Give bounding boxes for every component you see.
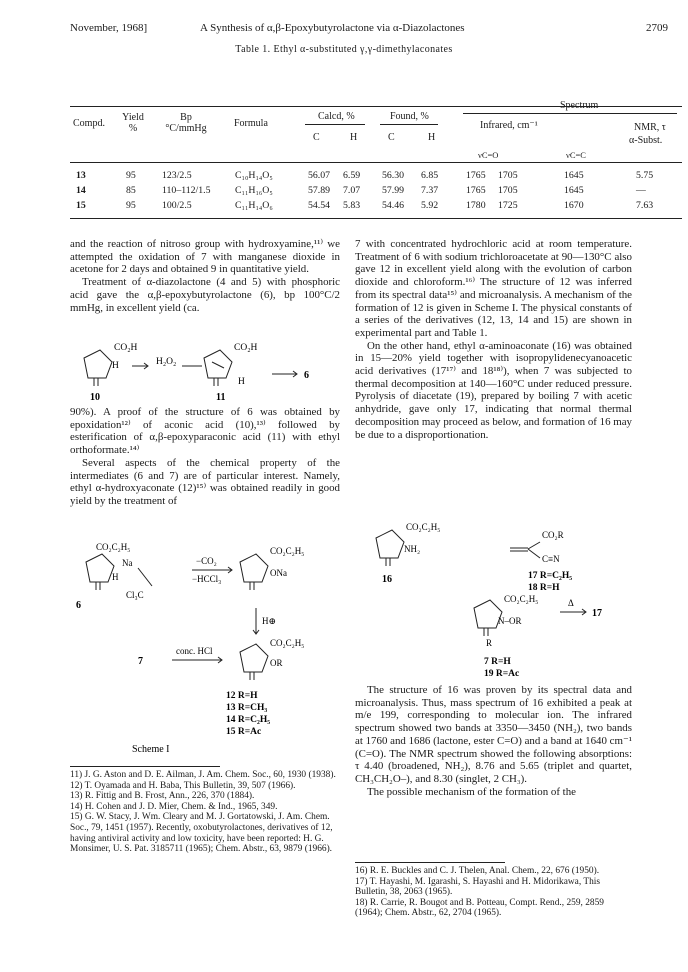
s7-r: R xyxy=(486,638,493,648)
reference: 11) J. G. Aston and D. E. Ailman, J. Am. Chem. Soc., 60, 1930 (1938). xyxy=(70,770,336,780)
schemeI-ona: ONa xyxy=(270,568,287,578)
table-cell-found-h: 7.37 xyxy=(421,185,439,196)
schemeI-hplus: H⊕ xyxy=(262,616,277,626)
th-compd: Compd. xyxy=(73,118,105,129)
scheme-aconic-epoxidation xyxy=(72,336,342,402)
paragraph: and the reaction of nitroso group with hydroxyamine,¹¹⁾ we attempted the oxidation of 7 with manganese dioxide in acetone for 2 days and obtained 9 in quantitative yield. xyxy=(70,238,340,276)
reference: 16) R. E. Buckles and C. J. Thelen, Anal. Chem., 22, 676 (1950). xyxy=(355,866,600,876)
table-cell-compd: 14 xyxy=(76,185,86,196)
th-found-h: H xyxy=(428,132,436,143)
table-header-rule xyxy=(70,162,682,163)
th-calcd: Calcd, % xyxy=(318,111,355,122)
schemeI-r-14: 14 R=C₂H₅ xyxy=(226,715,271,725)
table-cell-calc-h: 5.83 xyxy=(343,200,361,211)
table-cell-compd: 15 xyxy=(76,200,86,211)
table-cell-formula: C₁₀H₁₄O₅ xyxy=(235,170,273,181)
table-cell-calc-h: 6.59 xyxy=(343,170,361,181)
compound-19-label: 19 R=Ac xyxy=(484,669,520,679)
scheme-I xyxy=(72,540,342,758)
table-cell-yield: 85 xyxy=(126,185,136,196)
th-vcc: νC=C xyxy=(566,150,586,160)
schemeI-r-13: 13 R=CH₃ xyxy=(226,703,268,713)
table-cell-vcc: 1645 xyxy=(564,170,584,181)
th-formula: Formula xyxy=(234,118,268,129)
heat-delta: Δ xyxy=(568,598,574,608)
th-alpha-subst: α-Subst. xyxy=(629,135,663,146)
running-title: A Synthesis of α,β-Epoxybutyrolactone via α-Diazolactones xyxy=(200,22,465,34)
table-cell-formula: C₁₁H₁₆O₅ xyxy=(235,185,273,196)
reference: 17) T. Hayashi, M. Igarashi, S. Hayashi and H. Midorikawa, This Bulletin, 38, 2063 (1965). xyxy=(355,876,601,898)
table-cell-calc-c: 54.54 xyxy=(308,200,331,211)
table-row xyxy=(70,200,682,214)
th-spectrum: Spectrum xyxy=(560,100,599,111)
compound-11-label: 11 xyxy=(216,392,226,402)
table-cell-found-c: 54.46 xyxy=(382,200,405,211)
paragraph: 90%). A proof of the structure of 6 was obtained by epoxidation¹²⁾ of aconic acid (10),¹³⁾ followed by esterification of α,β-epoxyparaconic acid (11) with ethyl orthoformate.¹⁴⁾ xyxy=(70,406,340,457)
running-date: November, 1968] xyxy=(70,22,148,34)
s7-n-or: N–OR xyxy=(498,616,522,626)
scheme-thermal-decomposition xyxy=(356,520,636,680)
table-cell-bp: 100/2.5 xyxy=(162,200,192,211)
compound-7-label: 7 R=H xyxy=(484,657,511,667)
th-calcd-c: C xyxy=(313,132,320,143)
compound-10-label: 10 xyxy=(90,392,100,402)
table-cell-vco2: 1725 xyxy=(498,200,518,211)
schemeI-conc-hcl: conc. HCl xyxy=(176,646,213,656)
th-vco: νC=O xyxy=(478,150,499,160)
table-cell-formula: C₁₁H₁₄O₆ xyxy=(235,200,273,211)
reagent-h2o2: H₂O₂ xyxy=(156,357,177,367)
s17-co2r: CO₂R xyxy=(542,530,564,540)
schemeI-caption: Scheme I xyxy=(132,744,170,755)
schemeI-product-ester: CO₂C₂H₅ xyxy=(270,546,305,556)
schemeI-loss-hccl3: −HCCl₃ xyxy=(192,574,222,584)
table-cell-found-h: 5.92 xyxy=(421,200,439,211)
table-cell-calc-c: 57.89 xyxy=(308,185,331,196)
table-cell-vco1: 1780 xyxy=(466,200,486,211)
table-cell-bp: 123/2.5 xyxy=(162,170,192,181)
spectrum-rule xyxy=(463,113,677,114)
reactant-co2h: CO₂H xyxy=(114,343,138,353)
right-column-bottom xyxy=(355,684,632,798)
table-cell-nmr: — xyxy=(636,185,646,196)
schemeI-label-7: 7 xyxy=(138,656,143,667)
left-column-top xyxy=(70,238,340,314)
table-row xyxy=(70,185,682,199)
table-cell-vcc: 1645 xyxy=(564,185,584,196)
right-column-top xyxy=(355,238,632,441)
target-6: 6 xyxy=(304,370,309,381)
th-calcd-h: H xyxy=(350,132,358,143)
found-brace xyxy=(380,124,438,125)
product-co2h: CO₂H xyxy=(234,343,258,353)
reference: 18) R. Carrie, R. Bougot and B. Potteau, Compt. Rend., 259, 2859 (1964); Chem. Abstr., 62, 2704 (1965). xyxy=(355,897,604,919)
footnote-rule-left xyxy=(70,766,220,767)
table-cell-yield: 95 xyxy=(126,200,136,211)
calcd-brace xyxy=(305,124,365,125)
table-bottom-rule xyxy=(70,218,682,219)
reference: 15) G. W. Stacy, J. Wm. Cleary and M. J. Gortatowski, J. Am. Chem. Soc., 79, 1451 (1957). Recently, oxobutyrolactones, derivatives of 12, having antiviral activity and low toxicity, have been reported: H. G. Monsimer, U. S. Pat. 3185711 (1965); Chem. Abstr., 63, 9879 (1966). xyxy=(70,812,333,855)
table-cell-vco1: 1765 xyxy=(466,185,486,196)
table-cell-nmr: 5.75 xyxy=(636,170,654,181)
compound-18-label: 18 R=H xyxy=(528,583,560,593)
th-infrared: Infrared, cm⁻¹ xyxy=(480,120,538,131)
paragraph: Several aspects of the chemical property of the intermediates (6 and 7) are of particular interest. Namely, ethyl α-hydroxyaconate (12)¹⁵⁾ was obtained readily in good yield by the treatment of xyxy=(70,456,340,507)
footnote-rule-right xyxy=(355,862,505,863)
paragraph: The structure of 16 was proven by its spectral data and microanalysis. Thus, mass spectrum of 16 exhibited a peak at m/e 199, corresponding to molecular ion. The infrared spectrum showed two bands at 3350—3450 (NH₂), two bands at 1760 and 1686 (lactone, ester C=O) and a band at 1640 cm⁻¹ (C=O). The NMR spectrum showed the following absorptions: τ 4.40 (broadened, NH₂), 8.76 and 5.65 (triplet and quartet, CH₃CH₂O–), and 8.30 (singlet, 2 CH₃). xyxy=(355,684,632,785)
th-found: Found, % xyxy=(390,111,429,122)
th-found-c: C xyxy=(388,132,395,143)
table-cell-vco2: 1705 xyxy=(498,170,518,181)
schemeI-h: H xyxy=(112,572,119,582)
schemeI-na: Na xyxy=(122,558,133,568)
table-cell-bp: 110–112/1.5 xyxy=(162,185,211,196)
table-cell-vco1: 1765 xyxy=(466,170,486,181)
s7-ester: CO₂C₂H₅ xyxy=(504,594,539,604)
schemeI-r-15: 15 R=Ac xyxy=(226,727,262,737)
table-row xyxy=(70,170,682,184)
th-bp: Bp °C/mmHg xyxy=(165,112,207,134)
s16-nh2: NH₂ xyxy=(404,544,421,554)
compound-16-label: 16 xyxy=(382,574,392,585)
table-cell-found-h: 6.85 xyxy=(421,170,439,181)
th-yield: Yield % xyxy=(122,112,144,134)
table-cell-yield: 95 xyxy=(126,170,136,181)
th-nmr: NMR, τ xyxy=(634,122,666,133)
table-caption: Table 1. Ethyl α-substituted γ,γ-dimethylaconates xyxy=(235,44,453,55)
table-cell-found-c: 57.99 xyxy=(382,185,405,196)
paragraph: The possible mechanism of the formation of the xyxy=(367,785,576,798)
table-cell-nmr: 7.63 xyxy=(636,200,654,211)
h-label: H xyxy=(112,361,119,371)
s17-cn: C≡N xyxy=(542,554,560,564)
references-left xyxy=(70,770,342,855)
h-label-2: H xyxy=(238,377,245,387)
compound-17-label: 17 R=C₂H₅ xyxy=(528,571,573,581)
reference: 13) R. Fittig and B. Frost, Ann., 226, 370 (1884). xyxy=(70,791,255,802)
schemeI-or: OR xyxy=(270,658,283,668)
table-cell-found-c: 56.30 xyxy=(382,170,405,181)
left-column-mid xyxy=(70,406,340,508)
schemeI-label-6: 6 xyxy=(76,600,81,611)
target-17: 17 xyxy=(592,608,602,619)
table-cell-vcc: 1670 xyxy=(564,200,584,211)
table-cell-vco2: 1705 xyxy=(498,185,518,196)
paragraph: 7 with concentrated hydrochloric acid at room temperature. Treatment of 6 with sodium trichloroacetate at 90—130°C also gave 12 in excellent yield along with the evolution of carbon dioxide and chloroform.¹⁶⁾ The structure of 12 was inferred from its spectral data¹⁵⁾ and microanalysis. A mechanism of the formation of 12 is given in Scheme I. The physical constants of a series of the derivatives (12, 13, 14 and 15) are shown in experimental part and Table 1. xyxy=(355,238,632,339)
paragraph: Treatment of α-diazolactone (4 and 5) with phosphoric acid gave the α,β-epoxybutyrolactone (6), bp 100°C/2 mmHg, in excellent yield (ca. xyxy=(70,276,340,314)
schemeI-loss-co2: −CO₂ xyxy=(196,556,217,566)
schemeI-cl3c: Cl₃C xyxy=(126,590,144,600)
page-number: 2709 xyxy=(646,22,668,34)
table-cell-calc-c: 56.07 xyxy=(308,170,331,181)
references-right xyxy=(355,866,632,919)
s16-ester: CO₂C₂H₅ xyxy=(406,522,441,532)
reference: 14) H. Cohen and J. D. Mier, Chem. & Ind., 1965, 349. xyxy=(70,801,278,812)
paragraph: On the other hand, ethyl α-aminoaconate (16) was obtained in 15—20% yield together with isopropylidenecyanoacetic acid derivatives (17¹⁷⁾ and 18¹⁸⁾), when 7 was subjected to thermal decomposition at 140—160°C under reduced pressure. Pyrolysis of diacetate (19), prepared by boiling 7 with acetic anhydride, gave only 17, indicating that normal thermal decomposition may proceed as below, and formation of 16 may be due to a disproportionation. xyxy=(355,339,632,441)
schemeI-product2-ester: CO₂C₂H₅ xyxy=(270,638,305,648)
table-cell-compd: 13 xyxy=(76,170,86,181)
table-cell-calc-h: 7.07 xyxy=(343,185,361,196)
schemeI-r-12: 12 R=H xyxy=(226,691,258,701)
schemeI-ester: CO₂C₂H₅ xyxy=(96,542,131,552)
reference: 12) T. Oyamada and H. Baba, This Bulletin, 39, 507 (1966). xyxy=(70,780,296,791)
